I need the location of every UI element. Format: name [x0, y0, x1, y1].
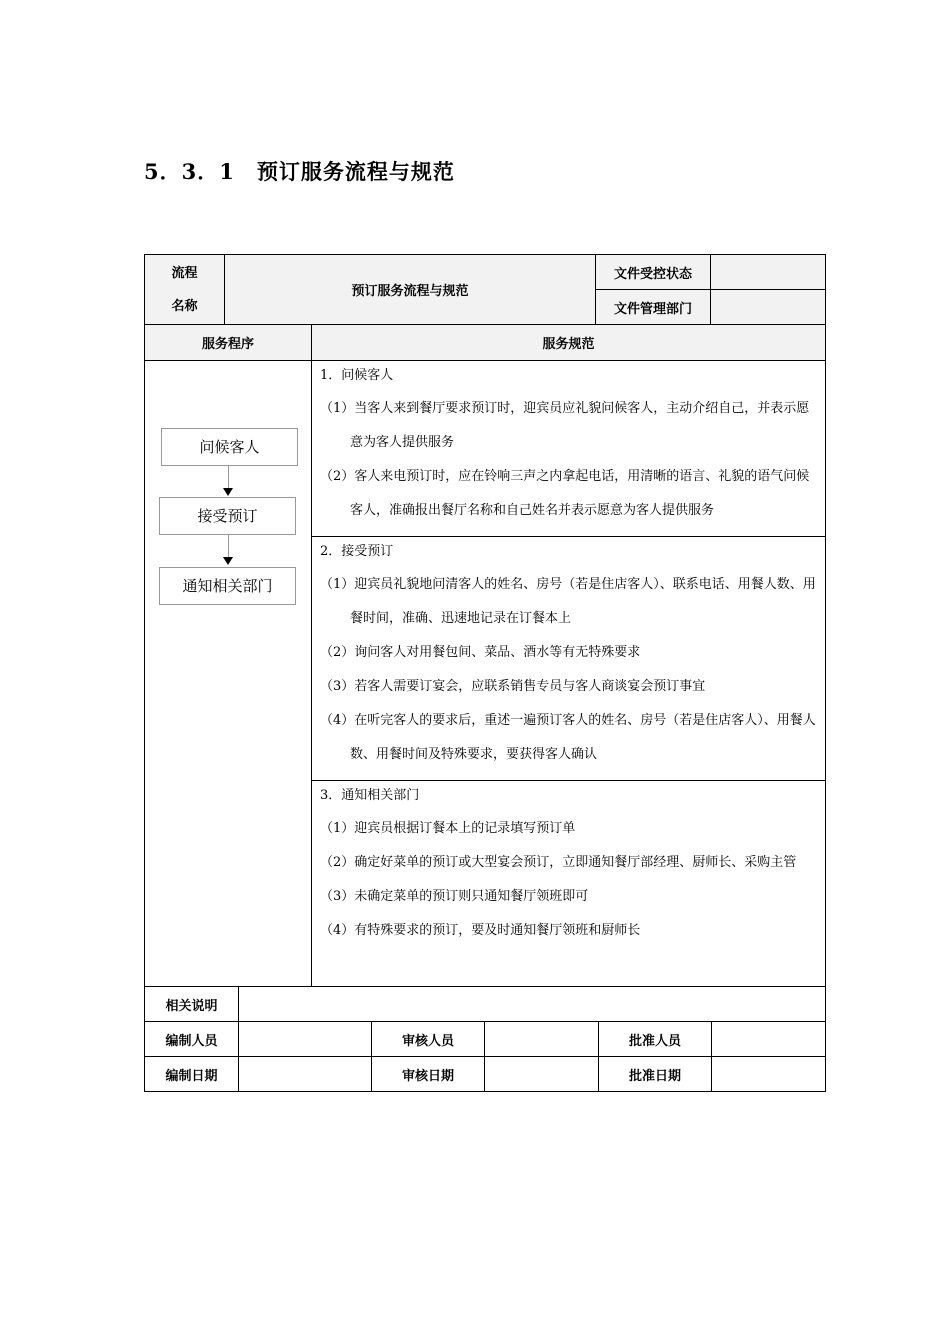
spec-item: （3）未确定菜单的预订则只通知餐厅领班即可 — [320, 889, 589, 904]
spec-column-header: 服务规范 — [312, 325, 826, 361]
review-date-value — [485, 1057, 599, 1092]
spec-item: （4）在听完客人的要求后，重述一遍预订客人的姓名、房号（若是住店客人）、用餐人数、用餐时间及特殊要求，要获得客人确认 — [320, 713, 816, 762]
notes-value — [239, 987, 826, 1022]
reviewer-label: 审核人员 — [372, 1022, 485, 1057]
flow-step-1: 问候客人 — [161, 428, 298, 466]
spec-item: （1）当客人来到餐厅要求预订时，迎宾员应礼貌问候客人，主动介绍自己，并表示愿意为客人提供服务 — [320, 401, 810, 450]
spec-item: （2）确定好菜单的预订或大型宴会预订，立即通知餐厅部经理、厨师长、采购主管 — [320, 855, 797, 870]
notes-label: 相关说明 — [145, 987, 239, 1022]
process-label-line2: 名称 — [171, 298, 198, 314]
footer-table — [144, 986, 826, 1092]
flowchart — [145, 361, 312, 987]
approve-date-value — [712, 1057, 826, 1092]
process-name-label — [145, 255, 225, 325]
review-date-label: 审核日期 — [372, 1057, 485, 1092]
editor-value — [239, 1022, 372, 1057]
reviewer-value — [485, 1022, 599, 1057]
approve-date-label: 批准日期 — [599, 1057, 712, 1092]
control-status-label: 文件受控状态 — [596, 255, 711, 290]
section-title: 1．问候客人 — [320, 368, 394, 383]
arrow-down-icon — [223, 488, 233, 496]
spec-section-2 — [312, 537, 826, 781]
body-table — [144, 324, 826, 987]
flow-connector-1 — [228, 466, 229, 489]
process-document — [144, 254, 825, 1092]
process-label-line1: 流程 — [171, 265, 198, 281]
header-table — [144, 254, 826, 325]
spec-item: （3）若客人需要订宴会，应联系销售专员与客人商谈宴会预订事宜 — [320, 679, 706, 694]
spec-item: （2）询问客人对用餐包间、菜品、酒水等有无特殊要求 — [320, 645, 641, 660]
procedure-column-header: 服务程序 — [145, 325, 312, 361]
spec-section-3 — [312, 781, 826, 987]
spec-section-1 — [312, 361, 826, 537]
page-title: 5．3．1 预订服务流程与规范 — [144, 159, 455, 184]
flow-step-2: 接受预订 — [159, 497, 296, 535]
section-title: 2．接受预订 — [320, 544, 394, 559]
arrow-down-icon — [223, 557, 233, 565]
edit-date-label: 编制日期 — [145, 1057, 239, 1092]
spec-item: （1）迎宾员根据订餐本上的记录填写预订单 — [320, 821, 576, 836]
spec-item: （1）迎宾员礼貌地问清客人的姓名、房号（若是住店客人）、联系电话、用餐人数、用餐时间，准确、迅速地记录在订餐本上 — [320, 577, 816, 626]
process-name-value: 预订服务流程与规范 — [225, 255, 596, 325]
control-status-value — [711, 255, 826, 290]
flow-connector-2 — [228, 535, 229, 558]
dept-value — [711, 290, 826, 325]
spec-item: （4）有特殊要求的预订，要及时通知餐厅领班和厨师长 — [320, 923, 641, 938]
approver-label: 批准人员 — [599, 1022, 712, 1057]
editor-label: 编制人员 — [145, 1022, 239, 1057]
section-title: 3．通知相关部门 — [320, 788, 420, 803]
spec-item: （2）客人来电预订时，应在铃响三声之内拿起电话，用清晰的语言、礼貌的语气问候客人，准确报出餐厅名称和自己姓名并表示愿意为客人提供服务 — [320, 469, 810, 518]
flow-step-3: 通知相关部门 — [159, 567, 296, 605]
approver-value — [712, 1022, 826, 1057]
edit-date-value — [239, 1057, 372, 1092]
dept-label: 文件管理部门 — [596, 290, 711, 325]
